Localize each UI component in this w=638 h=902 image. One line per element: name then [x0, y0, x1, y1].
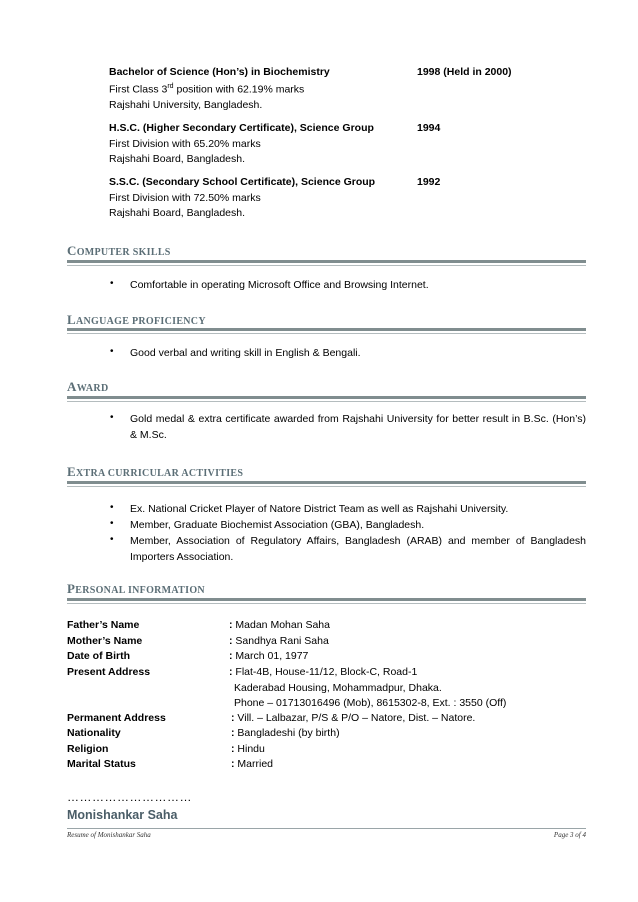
list-item: Good verbal and writing skill in English & Bengali. [130, 347, 361, 359]
section-divider-thin [67, 603, 586, 604]
religion-value: : Hindu [231, 743, 265, 755]
list-item: Gold medal & extra certificate awarded from Rajshahi University for better result in B.Sc. (Hon’s) & M.Sc. [130, 413, 586, 441]
fathers-name-value: : Madan Mohan Saha [229, 619, 330, 631]
list-item: Member, Graduate Biochemist Association (GBA), Bangladesh. [130, 519, 425, 531]
permanent-address-value: : Vill. – Lalbazar, P/S & P/O – Natore, Dist. – Natore. [231, 712, 476, 724]
present-address-phone: Phone – 01713016496 (Mob), 8615302-8, Ext. : 3550 (Off) [234, 697, 507, 709]
section-heading-extra-curricular: EXTRA CURRICULAR ACTIVITIES [67, 464, 244, 479]
section-divider-thin [67, 401, 586, 402]
signature-name: Monishankar Saha [67, 808, 178, 822]
degree-result: First Division with 72.50% marks [109, 192, 261, 204]
bullet-icon: • [110, 518, 114, 529]
footer-divider [67, 828, 586, 829]
degree-institution: Rajshahi Board, Bangladesh. [109, 153, 246, 165]
degree-institution: Rajshahi Board, Bangladesh. [109, 207, 246, 219]
section-divider [67, 260, 586, 263]
marital-status-value: : Married [231, 758, 274, 770]
degree-institution: Rajshahi University, Bangladesh. [109, 99, 263, 111]
present-address-line1: : Flat-4B, House-11/12, Block-C, Road-1 [229, 666, 418, 678]
degree-year: 1992 [417, 176, 441, 188]
section-heading-award: AWARD [67, 379, 109, 394]
mothers-name-value: : Sandhya Rani Saha [229, 635, 329, 647]
nationality-value: : Bangladeshi (by birth) [231, 727, 340, 739]
degree-title: Bachelor of Science (Hon’s) in Biochemistry [109, 66, 330, 78]
dob-value: : March 01, 1977 [229, 650, 309, 662]
list-item: Comfortable in operating Microsoft Office and Browsing Internet. [130, 279, 429, 291]
bullet-icon: • [110, 412, 114, 423]
degree-title: S.S.C. (Secondary School Certificate), Science Group [109, 176, 376, 188]
marital-status-label: Marital Status [67, 758, 136, 770]
footer-title: Resume of Monishankar Saha [67, 831, 151, 839]
fathers-name-label: Father’s Name [67, 619, 140, 631]
bullet-icon: • [110, 502, 114, 513]
bullet-icon: • [110, 346, 114, 357]
religion-label: Religion [67, 743, 109, 755]
section-heading-language: LANGUAGE PROFICIENCY [67, 312, 206, 327]
section-divider [67, 328, 586, 331]
section-divider-thin [67, 486, 586, 487]
degree-year: 1994 [417, 122, 441, 134]
footer-page-number: Page 3 of 4 [553, 831, 586, 839]
dob-label: Date of Birth [67, 650, 130, 662]
section-divider [67, 396, 586, 399]
list-item: Ex. National Cricket Player of Natore District Team as well as Rajshahi University. [130, 503, 509, 515]
bullet-icon: • [110, 278, 114, 289]
list-item: Member, Association of Regulatory Affairs, Bangladesh (ARAB) and member of Bangladesh Importers Association. [130, 535, 586, 563]
section-heading-personal-info: PERSONAL INFORMATION [67, 581, 205, 596]
permanent-address-label: Permanent Address [67, 712, 166, 724]
section-divider [67, 481, 586, 484]
present-address-line2: Kaderabad Housing, Mohammadpur, Dhaka. [234, 682, 442, 694]
signature-line: ………………………… [67, 790, 192, 804]
degree-year: 1998 (Held in 2000) [417, 66, 512, 78]
section-divider [67, 598, 586, 601]
mothers-name-label: Mother’s Name [67, 635, 143, 647]
section-divider-thin [67, 265, 586, 266]
bullet-icon: • [110, 534, 114, 545]
section-heading-computer-skills: COMPUTER SKILLS [67, 243, 171, 258]
nationality-label: Nationality [67, 727, 121, 739]
degree-title: H.S.C. (Higher Secondary Certificate), Science Group [109, 122, 374, 134]
present-address-label: Present Address [67, 666, 151, 678]
degree-result: First Class 3rd position with 62.19% marks [109, 83, 305, 96]
section-divider-thin [67, 333, 586, 334]
degree-result: First Division with 65.20% marks [109, 138, 261, 150]
